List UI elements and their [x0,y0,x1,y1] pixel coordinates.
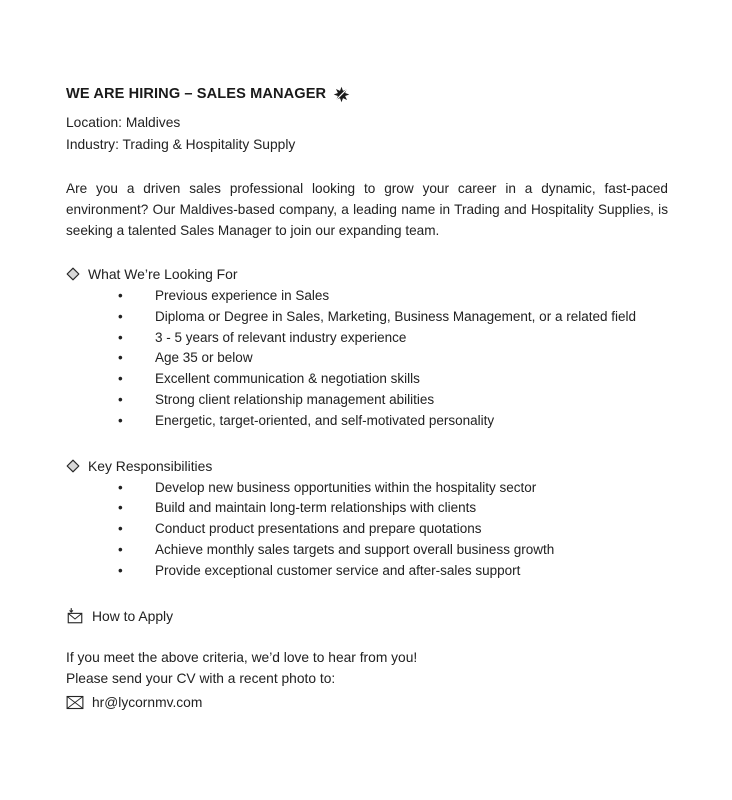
diamond-icon [66,459,80,473]
diamond-icon [66,267,80,281]
list-item-text: Previous experience in Sales [155,288,330,303]
list-item [118,519,668,540]
bullet-icon: • [118,308,123,324]
list-item-text: Age 35 or below [155,350,253,366]
list-item-text: Build and maintain long-term relationships with clients [155,500,477,516]
closing-line-2: Please send your CV with a recent photo to: [66,670,336,686]
page-title [66,84,668,104]
bullet-icon: • [118,288,123,303]
list-item [118,390,668,411]
envelope-arrow-icon [66,607,84,625]
bullet-icon: • [118,371,123,387]
list-item-text: Excellent communication & negotiation skills [155,371,420,387]
closing-line-1: If you meet the above criteria, we’d love to hear from you! [66,649,418,665]
list-item-text: Achieve monthly sales targets and support overall business growth [155,541,555,557]
list-item-text: 3 - 5 years of relevant industry experience [155,329,407,345]
section-heading-responsibilities [66,456,668,476]
list-item [118,328,668,349]
looking-for-list [66,286,668,432]
list-item-text: Energetic, target-oriented, and self-motivated personality [155,412,495,428]
list-item-text: Develop new business opportunities within the hospitality sector [155,479,537,495]
bullet-icon: • [118,541,123,557]
envelope-icon [66,695,84,710]
list-item-text: Provide exceptional customer service and after-sales support [155,562,521,578]
bullet-icon: • [118,412,123,428]
list-item-text: Conduct product presentations and prepare quotations [155,521,482,537]
list-item [118,348,668,369]
list-item [118,561,668,582]
list-item [118,540,668,561]
bullet-icon: • [118,479,123,495]
list-item-text: Strong client relationship management abilities [155,391,435,407]
section-heading-looking-for [66,264,668,284]
responsibilities-list [66,478,668,582]
list-item [118,498,668,519]
list-item [118,478,668,499]
location-line: Location: Maldives [66,115,181,130]
industry-line: Industry: Trading & Hospitality Supply [66,136,296,152]
intro-paragraph: Are you a driven sales professional looking to grow your career in a dynamic, fast-paced environment? Our Maldives-based company, a leading name in Trading and Hospitality Supplies, is seeking a talented Sales Manager to join our expanding team. [66,181,668,238]
list-item [118,369,668,390]
bullet-icon: • [118,521,123,537]
email-line [66,692,668,713]
page-title-text: WE ARE HIRING – SALES MANAGER [66,86,327,102]
bullet-icon: • [118,350,123,366]
list-item [118,411,668,432]
bullet-icon: • [118,562,123,578]
bullet-icon: • [118,391,123,407]
section-heading-label: What We’re Looking For [88,266,238,282]
starburst-icon [333,86,350,103]
section-heading-label: Key Responsibilities [88,457,213,474]
list-item [118,286,668,307]
section-heading-how-to-apply [66,606,668,626]
bullet-icon: • [118,329,123,345]
list-item-text: Diploma or Degree in Sales, Marketing, Business Management, or a related field [155,308,636,324]
bullet-icon: • [118,500,123,516]
email-link[interactable]: hr@lycornmv.com [92,695,203,711]
section-heading-label: How to Apply [92,607,174,624]
list-item [118,307,668,328]
